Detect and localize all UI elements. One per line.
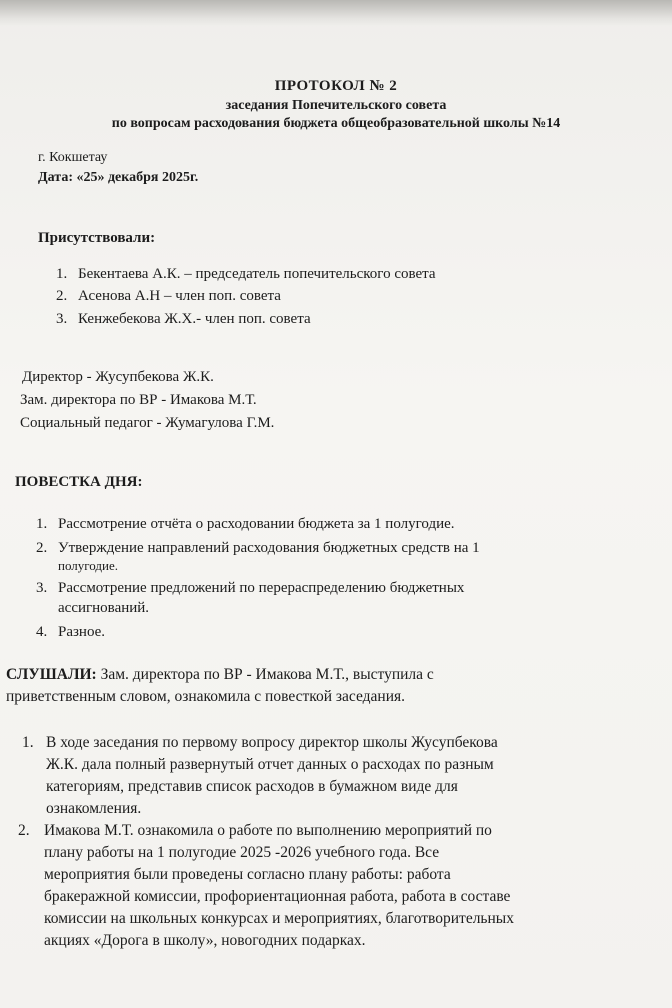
place: г. Кокшетау	[38, 150, 108, 165]
attendee-item: 1. Бекентаева А.К. – председатель попечительского совета	[56, 266, 436, 282]
point-line: Имакова М.Т. ознакомила о работе по выполнению мероприятий по	[44, 822, 492, 839]
point-line: мероприятия были проведены согласно плану работы: работа	[44, 866, 451, 883]
agenda-item-continued: полугодие.	[58, 558, 118, 573]
point-line: категориям, представив список расходов в бумажном виде для	[46, 778, 458, 795]
heard-line-1: СЛУШАЛИ: Зам. директора по ВР - Имакова М.Т., выступила с	[6, 666, 434, 683]
agenda-item: 1. Рассмотрение отчёта о расходовании бюджета за 1 полугодие.	[36, 516, 455, 532]
protocol-subtitle-2: по вопросам расходования бюджета общеобразовательной школы №14	[111, 116, 561, 131]
staff-director: Директор - Жусупбекова Ж.К.	[22, 369, 214, 385]
agenda-item: 4. Разное.	[36, 624, 106, 640]
agenda-item-continued: ассигнований.	[58, 600, 150, 616]
point-line: комиссии на школьных конкурсах и мероприятиях, благотворительных	[44, 910, 514, 927]
attendees-heading: Присутствовали:	[38, 230, 156, 246]
point-line: Ж.К. дала полный развернутый отчет данных о расходах по разным	[46, 756, 494, 773]
heard-line-2: приветственным словом, ознакомила с повесткой заседания.	[6, 688, 406, 705]
staff-deputy: Зам. директора по ВР - Имакова М.Т.	[20, 392, 257, 408]
staff-social-pedagogue: Социальный педагог - Жумагулова Г.М.	[20, 415, 275, 431]
protocol-subtitle-1: заседания Попечительского совета	[225, 98, 447, 113]
point-line: плану работы на 1 полугодие 2025 -2026 учебного года. Все	[44, 844, 440, 861]
attendee-item: 2. Асенова А.Н – член поп. совета	[56, 288, 281, 304]
agenda-item: 2. Утверждение направлений расходования бюджетных средств на 1	[36, 540, 480, 556]
point-line: В ходе заседания по первому вопросу директор школы Жусупбекова	[46, 734, 498, 751]
agenda-item: 3. Рассмотрение предложений по перераспределению бюджетных	[36, 580, 465, 596]
protocol-title: ПРОТОКОЛ № 2	[274, 78, 398, 94]
attendee-item: 3. Кенжебекова Ж.Х.- член поп. совета	[56, 311, 311, 327]
point-number: 2.	[18, 822, 30, 839]
point-line: бракеражной комиссии, профориентационная работа, работа в составе	[44, 888, 511, 905]
meeting-date: Дата: «25» декабря 2025г.	[38, 170, 199, 185]
point-line: ознакомления.	[46, 800, 142, 817]
point-line: акциях «Дорога в школу», новогодних подарках.	[44, 932, 366, 949]
agenda-heading: ПОВЕСТКА ДНЯ:	[15, 474, 143, 490]
page-top-shadow	[0, 0, 672, 26]
point-number: 1.	[22, 734, 34, 751]
